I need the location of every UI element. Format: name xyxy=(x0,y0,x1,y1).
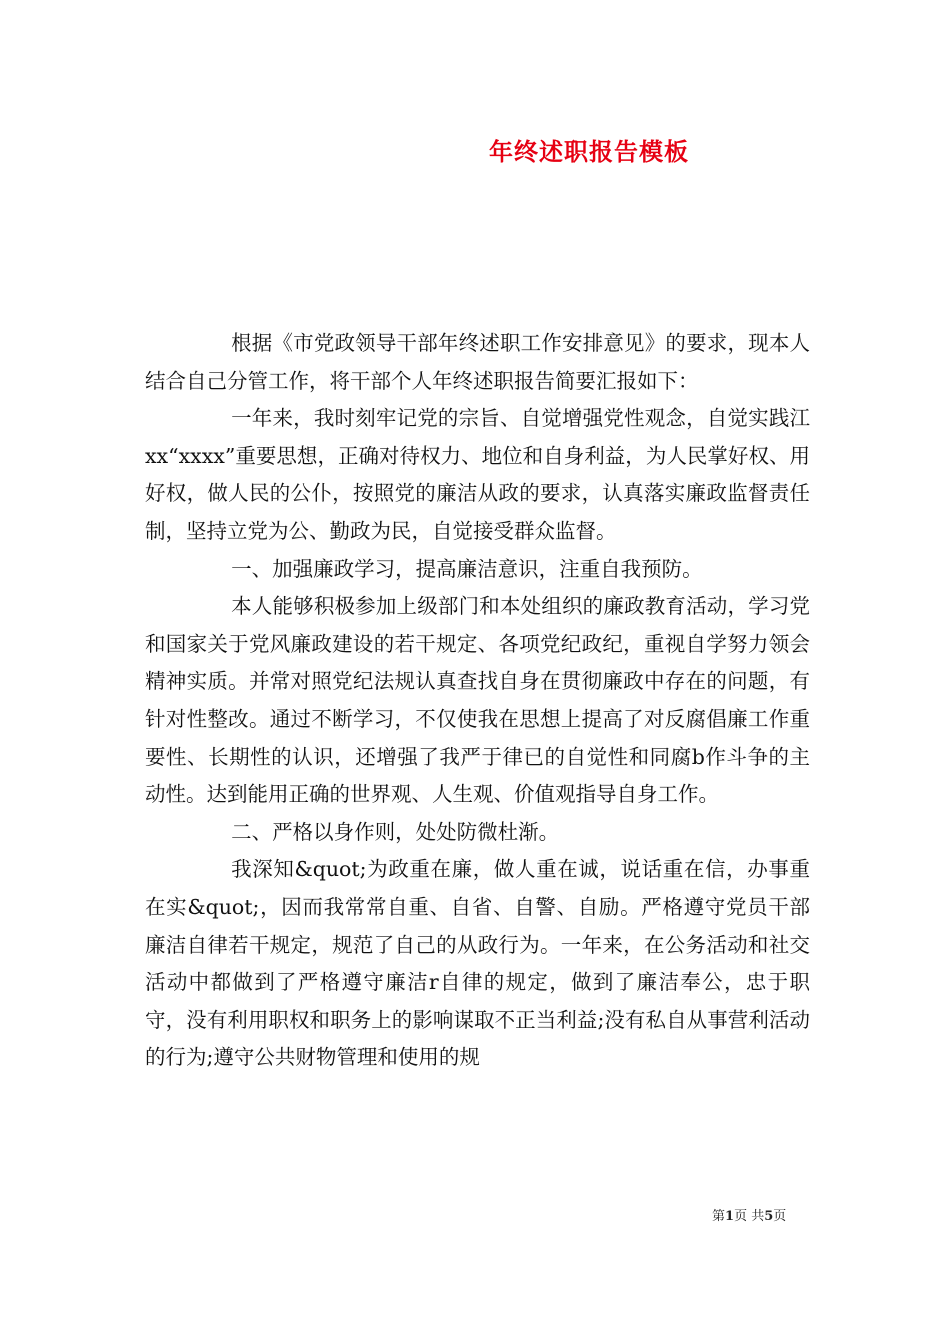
footer-current-page: 1 xyxy=(725,1209,735,1224)
document-body xyxy=(145,325,810,1077)
page-number-footer xyxy=(712,1205,786,1224)
paragraph-section-2: 我深知&quot;为政重在廉，做人重在诚，说话重在信，办事重在实&quot;，因而我常常自重、自省、自警、自励。严格遵守党员干部廉洁自律若干规定，规范了自己的从政行为。一年来，在公务活动和社交活动中都做到了严格遵守廉洁r自律的规定，做到了廉洁奉公，忠于职守，没有利用职权和职务上的影响谋取不正当利益;没有私自从事营利活动的行为;遵守公共财物管理和使用的规 xyxy=(145,857,810,1070)
paragraph-section-1: 本人能够积极参加上级部门和本处组织的廉政教育活动，学习党和国家关于党风廉政建设的若干规定、各项党纪政纪，重视自学努力领会精神实质。并常对照党纪法规认真查找自身在贯彻廉政中存在的问题，有针对性整改。通过不断学习，不仅使我在思想上提高了对反腐倡廉工作重要性、长期性的认识，还增强了我严于律已的自觉性和同腐b作斗争的主动性。达到能用正确的世界观、人生观、价值观指导自身工作。 xyxy=(145,594,810,807)
paragraph-intro: 根据《市党政领导干部年终述职工作安排意见》的要求，现本人结合自己分管工作，将干部个人年终述职报告简要汇报如下： xyxy=(145,331,810,393)
document-title: 年终述职报告模板 xyxy=(489,137,689,166)
section-heading-1: 一、加强廉政学习，提高廉洁意识，注重自我预防。 xyxy=(231,556,703,581)
section-heading-2: 二、严格以身作则，处处防微杜渐。 xyxy=(231,819,560,844)
paragraph-overview: 一年来，我时刻牢记党的宗旨、自觉增强党性观念，自觉实践江xx“xxxx”重要思想，正确对待权力、地位和自身利益，为人民掌好权、用好权，做人民的公仆，按照党的廉洁从政的要求，认真落实廉政监督责任制，坚持立党为公、勤政为民，自觉接受群众监督。 xyxy=(145,406,810,543)
footer-middle: 页 共 xyxy=(734,1209,765,1224)
footer-prefix: 第 xyxy=(712,1209,726,1224)
footer-total-pages: 5 xyxy=(764,1209,774,1224)
footer-suffix: 页 xyxy=(773,1209,787,1224)
